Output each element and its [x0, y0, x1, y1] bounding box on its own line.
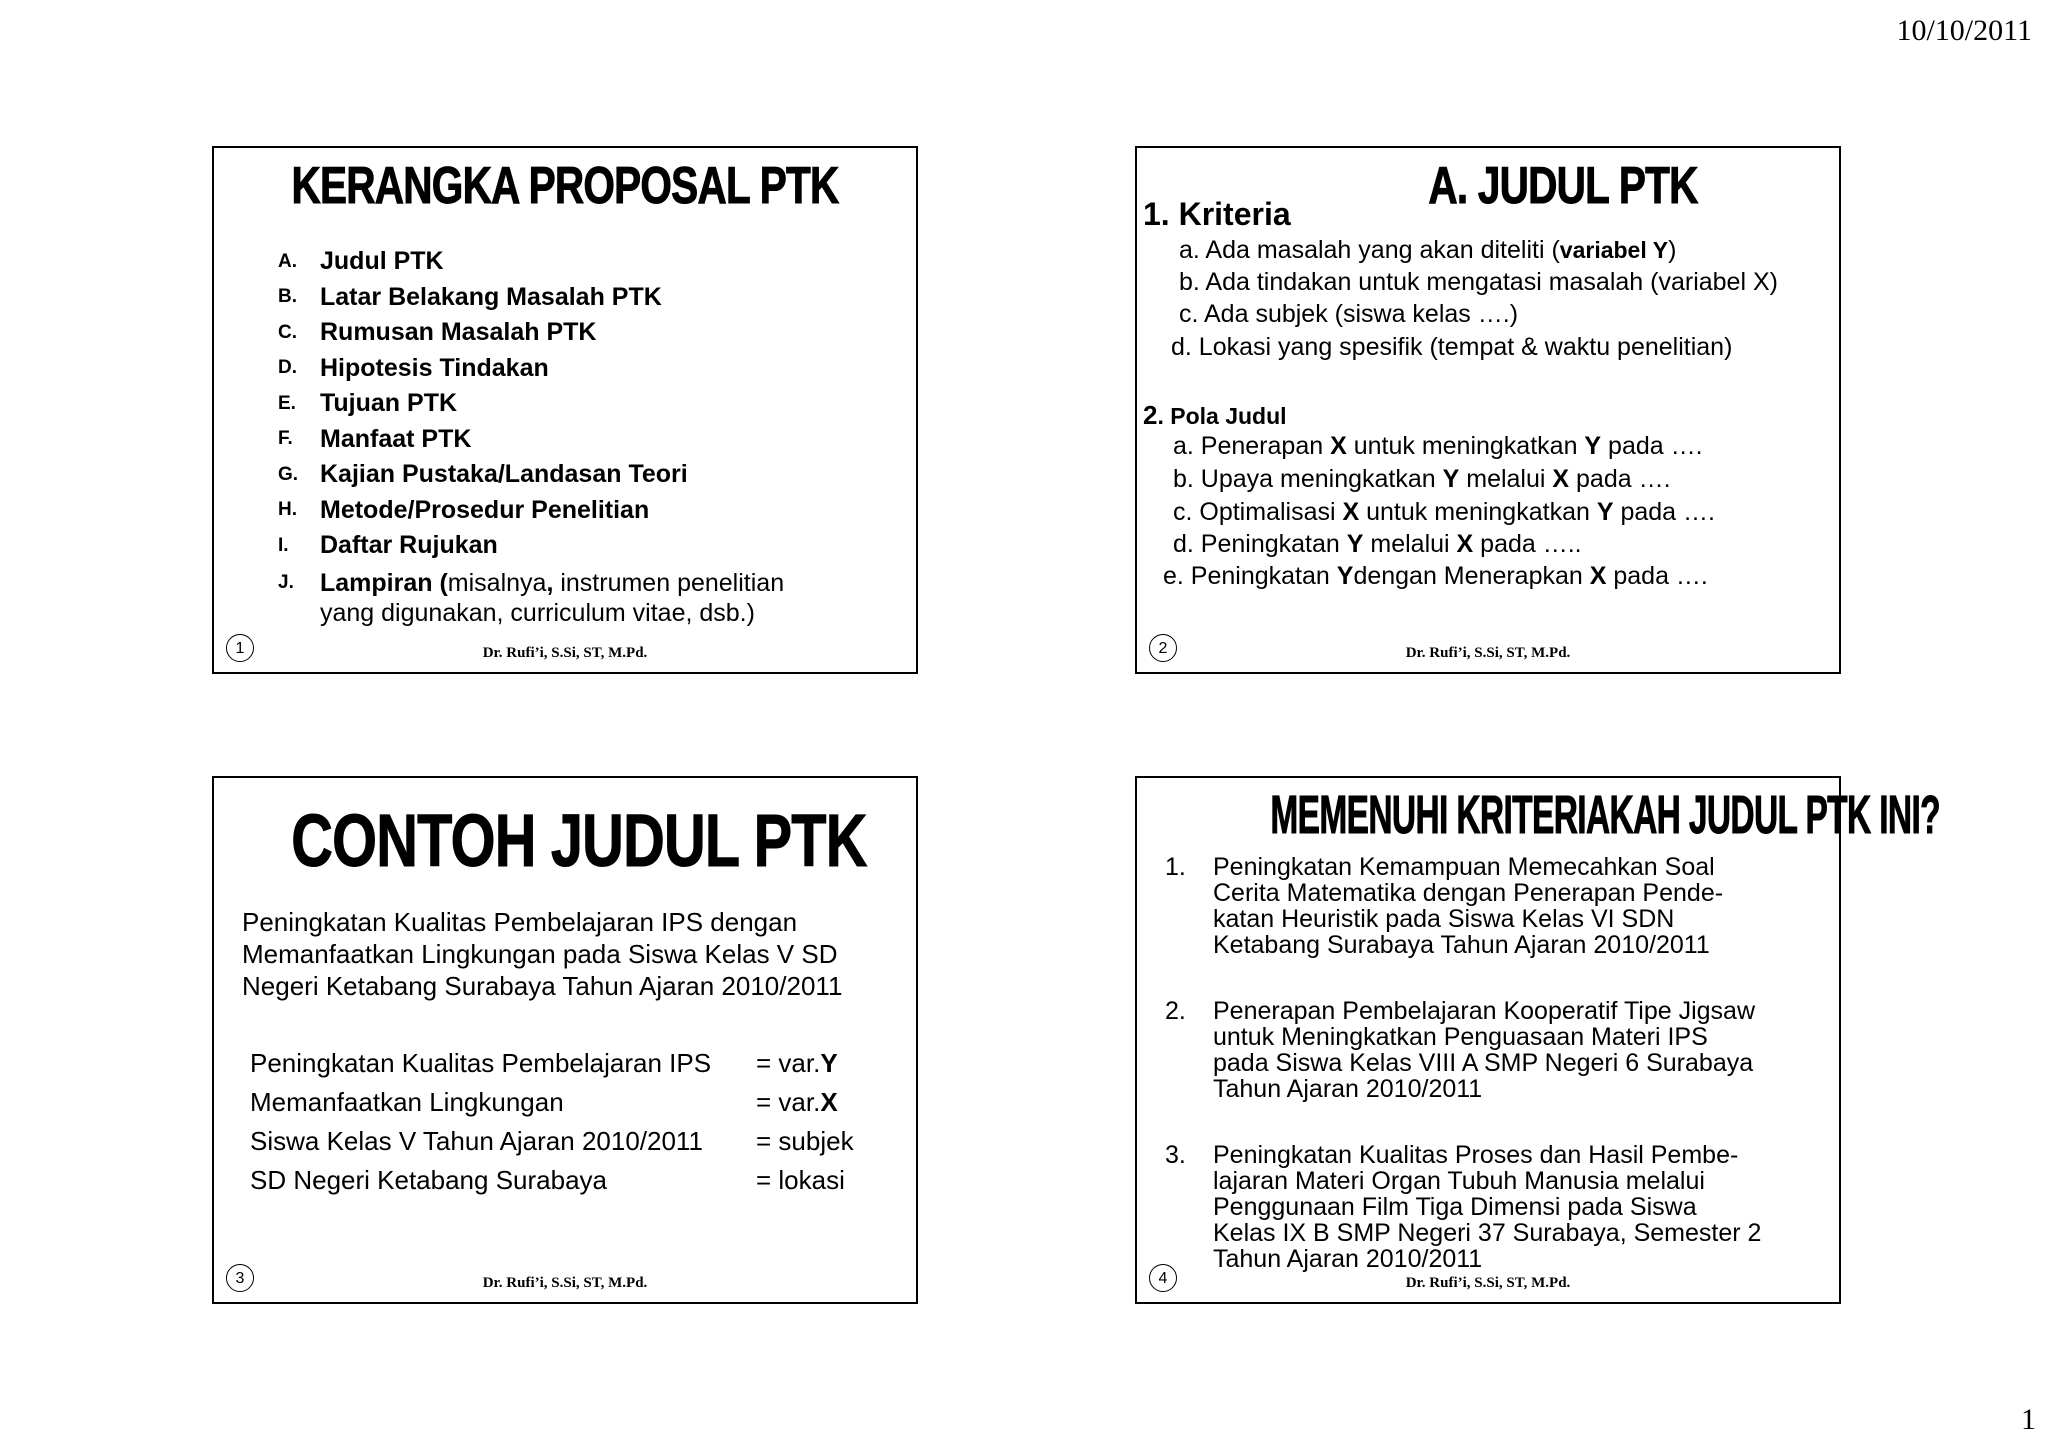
list-item: 1. Peningkatan Kemampuan Memecahkan Soal Cerita Matematika dengan Penerapan Pende- katan Heuristik pada Siswa Kelas VI SDN Ketabang Surabaya Tahun Ajaran 2010/2011	[1165, 853, 1724, 959]
slide-footer: Dr. Rufi’i, S.Si, ST, M.Pd.	[482, 645, 648, 661]
slide-footer: Dr. Rufi’i, S.Si, ST, M.Pd.	[1405, 645, 1571, 661]
pattern-a: a. Penerapan X untuk meningkatkan Y pada ….	[1173, 432, 1703, 460]
slide-number-badge: 3	[226, 1264, 254, 1292]
criteria-b: b. Ada tindakan untuk mengatasi masalah (variabel X)	[1179, 268, 1778, 296]
pattern-c: c. Optimalisasi X untuk meningkatkan Y pada ….	[1173, 498, 1715, 526]
list-item: F. Manfaat PTK	[278, 424, 472, 453]
slide-title: KERANGKA PROPOSAL PTK	[291, 157, 839, 215]
mapping-row: Memanfaatkan Lingkungan = var. X	[250, 1087, 838, 1117]
list-item: B. Latar Belakang Masalah PTK	[278, 282, 662, 311]
page-number: 1	[2021, 1403, 2036, 1436]
document-date: 10/10/2011	[1896, 14, 2032, 47]
mapping-row: Siswa Kelas V Tahun Ajaran 2010/2011 = subjek	[250, 1126, 854, 1156]
list-item: H. Metode/Prosedur Penelitian	[278, 495, 650, 524]
slide-footer: Dr. Rufi’i, S.Si, ST, M.Pd.	[1405, 1275, 1571, 1291]
pattern-e: e. Peningkatan Ydengan Menerapkan X pada ….	[1163, 562, 1708, 590]
slide-1	[212, 146, 918, 674]
list-item: J. Lampiran (misalnya, instrumen penelitian yang digunakan, curriculum vitae, dsb.)	[278, 568, 785, 627]
slide-number-badge: 4	[1149, 1264, 1177, 1292]
pattern-d: d. Peningkatan Y melalui X pada …..	[1173, 530, 1582, 558]
criteria-a: a. Ada masalah yang akan diteliti (variabel Y)	[1179, 236, 1677, 264]
pattern-b: b. Upaya meningkatkan Y melalui X pada ….	[1173, 465, 1671, 493]
list-item: E. Tujuan PTK	[278, 389, 458, 418]
example-list	[1165, 854, 1761, 1312]
list-item: C. Rumusan Masalah PTK	[278, 318, 597, 347]
slide-footer: Dr. Rufi’i, S.Si, ST, M.Pd.	[482, 1275, 648, 1291]
slide-title: CONTOH JUDUL PTK	[291, 799, 867, 882]
mapping-row: Peningkatan Kualitas Pembelajaran IPS = var. Y	[250, 1048, 838, 1078]
list-item: G. Kajian Pustaka/Landasan Teori	[278, 460, 688, 489]
slide-number-badge: 1	[226, 634, 254, 662]
variable-mapping	[250, 1048, 854, 1204]
list-item: I. Daftar Rujukan	[278, 531, 498, 560]
slide-3	[212, 776, 918, 1304]
list-item: D. Hipotesis Tindakan	[278, 353, 549, 382]
slide-2	[1135, 146, 1841, 674]
mapping-row: SD Negeri Ketabang Surabaya = lokasi	[250, 1165, 845, 1195]
slide-title: A. JUDUL PTK	[1428, 157, 1698, 215]
slide-title: MEMENUHI KRITERIAKAH JUDUL PTK INI?	[1270, 785, 1940, 845]
outline-list	[278, 244, 784, 628]
list-item: 2. Penerapan Pembelajaran Kooperatif Tipe Jigsaw untuk Meningkatkan Penguasaan Materi IPS pada Siswa Kelas VIII A SMP Negeri 6 Surabaya Tahun Ajaran 2010/2011	[1165, 997, 1756, 1103]
list-item: 3. Peningkatan Kualitas Proses dan Hasil Pembe- lajaran Materi Organ Tubuh Manusia melalui Penggunaan Film Tiga Dimensi pada Siswa Kelas IX B SMP Negeri 37 Surabaya, Semester 2 Tahun Ajaran 2010/2011	[1165, 1141, 1762, 1273]
criteria-heading: 1. Kriteria	[1143, 196, 1291, 232]
criteria-d: d. Lokasi yang spesifik (tempat & waktu penelitian)	[1171, 333, 1733, 361]
example-title-paragraph: Peningkatan Kualitas Pembelajaran IPS dengan Memanfaatkan Lingkungan pada Siswa Kelas V SD Negeri Ketabang Surabaya Tahun Ajaran 2010/2011	[242, 907, 843, 1001]
slide-4	[1135, 776, 1940, 1304]
criteria-c: c. Ada subjek (siswa kelas ….)	[1179, 300, 1519, 328]
pattern-heading: 2. Pola Judul	[1143, 400, 1287, 430]
slide-number-badge: 2	[1149, 634, 1177, 662]
list-item: A. Judul PTK	[278, 247, 444, 276]
